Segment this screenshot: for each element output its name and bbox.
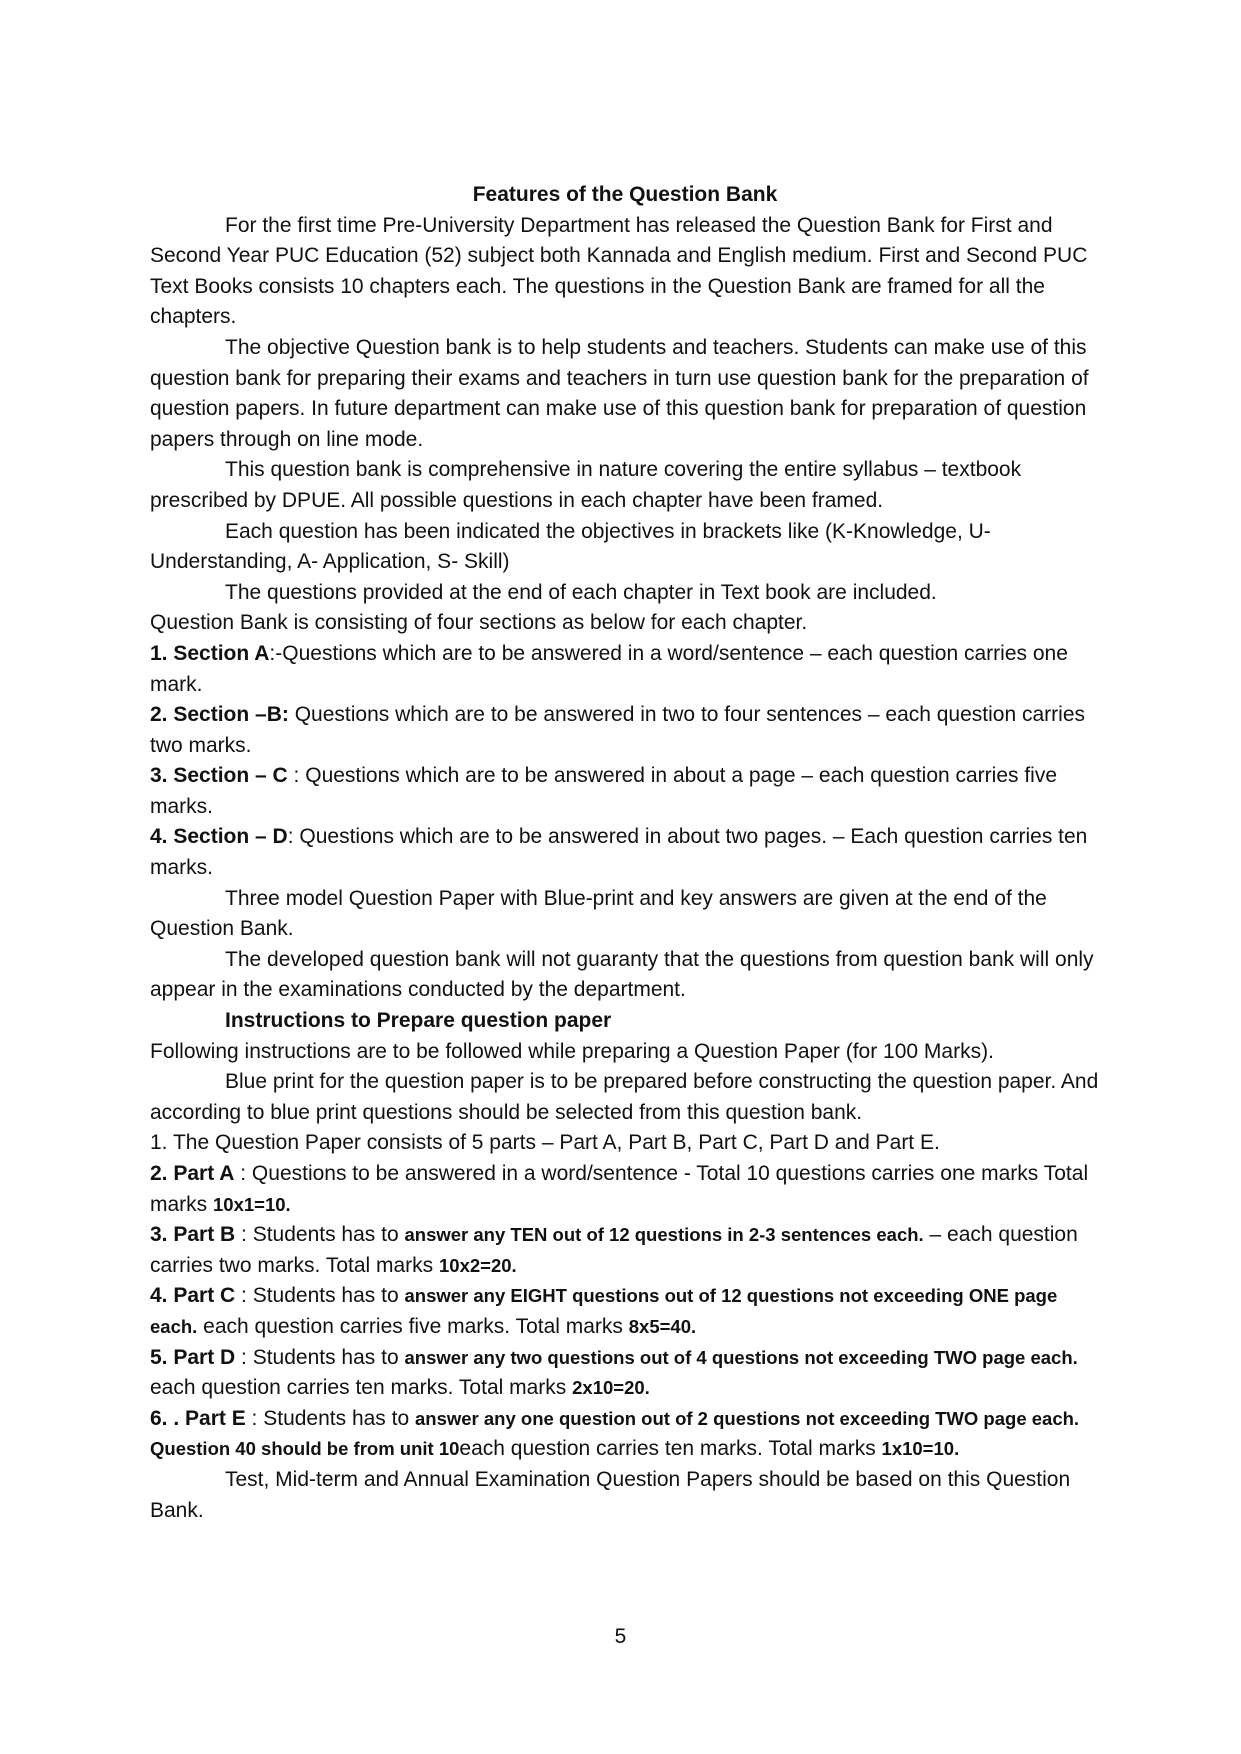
part-b-rule: answer any TEN out of 12 questions in 2-3 sentences each. bbox=[404, 1224, 924, 1246]
model-papers-paragraph: Three model Question Paper with Blue-print and key answers are given at the end of the Question Bank. bbox=[150, 886, 1047, 941]
intro-paragraph-5: The questions provided at the end of each chapter in Text book are included. bbox=[225, 580, 937, 604]
section-d: 4. Section – D: Questions which are to be answered in about two pages. – Each question carries ten marks. bbox=[150, 825, 1088, 880]
page-number: 5 bbox=[614, 1625, 627, 1648]
closing-paragraph: Test, Mid-term and Annual Examination Question Papers should be based on this Question Bank. bbox=[150, 1467, 1071, 1522]
part-b-label: 3. Part B bbox=[150, 1223, 236, 1247]
part-c: 4. Part C : Students has to answer any EIGHT questions out of 12 questions not exceeding ONE page each. each question carries five marks. Total marks 8x5=40. bbox=[150, 1284, 1058, 1338]
section-a: 1. Section A:-Questions which are to be answered in a word/sentence – each question carries one mark. bbox=[150, 641, 1068, 696]
intro-paragraph-4: Each question has been indicated the objectives in brackets like (K-Knowledge, U-Understanding, A- Application, S- Skill) bbox=[150, 519, 991, 574]
blueprint-paragraph: Blue print for the question paper is to be prepared before constructing the question paper. And according to blue print questions should be selected from this question bank. bbox=[150, 1070, 1099, 1124]
part-a-total: 10x1=10. bbox=[213, 1193, 291, 1215]
part-d-total: 2x10=20. bbox=[572, 1377, 650, 1399]
part-b: 3. Part B : Students has to answer any TEN out of 12 questions in 2-3 sentences each. – each question carries two marks. Total marks 10x2=20. bbox=[150, 1223, 1078, 1277]
part-a-label: 2. Part A bbox=[150, 1162, 235, 1185]
section-a-text: Questions which are to be answered in a word/sentence – each question carries one mark. bbox=[150, 641, 1068, 696]
part-c-label: 4. Part C bbox=[150, 1284, 236, 1308]
intro-paragraph-1: For the first time Pre-University Department has released the Question Bank for First and Second Year PUC Education (52) subject both Kannada and English medium. First and Second PUC Text Books consists 10 chapters each. The questions in the Question Bank are framed for all the chapters. bbox=[150, 213, 1088, 329]
section-b-label: 2. Section –B: bbox=[150, 703, 289, 727]
part-b-total: 10x2=20. bbox=[439, 1254, 517, 1276]
instructions-heading: Instructions to Prepare question paper bbox=[225, 1009, 612, 1033]
document-page bbox=[150, 180, 1100, 1526]
section-b-text: Questions which are to be answered in two to four sentences – each question carries two marks. bbox=[150, 703, 1085, 757]
section-d-text: Questions which are to be answered in about two pages. – Each question carries ten marks. bbox=[150, 825, 1088, 880]
part-c-total: 8x5=40. bbox=[628, 1315, 697, 1337]
part-e-total: 1x10=10. bbox=[881, 1438, 960, 1460]
instructions-intro: Following instructions are to be followed while preparing a Question Paper (for 100 Marks). bbox=[150, 1039, 994, 1063]
sections-intro: Question Bank is consisting of four sections as below for each chapter. bbox=[150, 611, 808, 635]
part-d: 5. Part D : Students has to answer any two questions out of 4 questions not exceeding TWO page each. each question carries ten marks. Total marks 2x10=20. bbox=[150, 1345, 1078, 1400]
part-e-label: 6. . Part E bbox=[150, 1406, 246, 1430]
section-c: 3. Section – C : Questions which are to be answered in about a page – each question carries five marks. bbox=[150, 764, 1058, 818]
part-c-rule: answer any EIGHT questions out of 12 questions not exceeding ONE page each. bbox=[150, 1285, 1058, 1337]
part-a: 2. Part A : Questions to be answered in a word/sentence - Total 10 questions carries one marks Total marks 10x1=10. bbox=[150, 1162, 1089, 1216]
section-a-label: 1. Section A bbox=[150, 641, 270, 665]
intro-paragraph-2: The objective Question bank is to help students and teachers. Students can make use of this question bank for preparing their exams and teachers in turn use question bank for the preparation of question papers. In future department can make use of this question bank for preparation of question papers through on line mode. bbox=[150, 335, 1089, 451]
part-e-rule: answer any one question out of 2 questions not exceeding TWO page each. Question 40 should be from unit 10 bbox=[150, 1407, 1080, 1460]
intro-paragraph-3: This question bank is comprehensive in nature covering the entire syllabus – textbook prescribed by DPUE. All possible questions in each chapter have been framed. bbox=[150, 458, 1022, 512]
section-c-label: 3. Section – C bbox=[150, 764, 288, 788]
page-title: Features of the Question Bank bbox=[472, 183, 778, 206]
parts-overview: 1. The Question Paper consists of 5 parts – Part A, Part B, Part C, Part D and Part E. bbox=[150, 1131, 940, 1155]
part-d-rule: answer any two questions out of 4 questions not exceeding TWO page each. bbox=[404, 1346, 1078, 1368]
disclaimer-paragraph: The developed question bank will not guaranty that the questions from question bank will only appear in the examinations conducted by the department. bbox=[150, 947, 1094, 1002]
section-d-label: 4. Section – D bbox=[150, 825, 288, 849]
section-b bbox=[150, 700, 1100, 761]
part-e: 6. . Part E : Students has to answer any one question out of 2 questions not exceeding TWO page each. Question 40 should be from unit 10each question carries ten marks. Total marks 1x10=10. bbox=[150, 1406, 1080, 1461]
section-c-text: Questions which are to be answered in about a page – each question carries five marks. bbox=[150, 764, 1058, 818]
part-d-label: 5. Part D bbox=[150, 1345, 236, 1369]
